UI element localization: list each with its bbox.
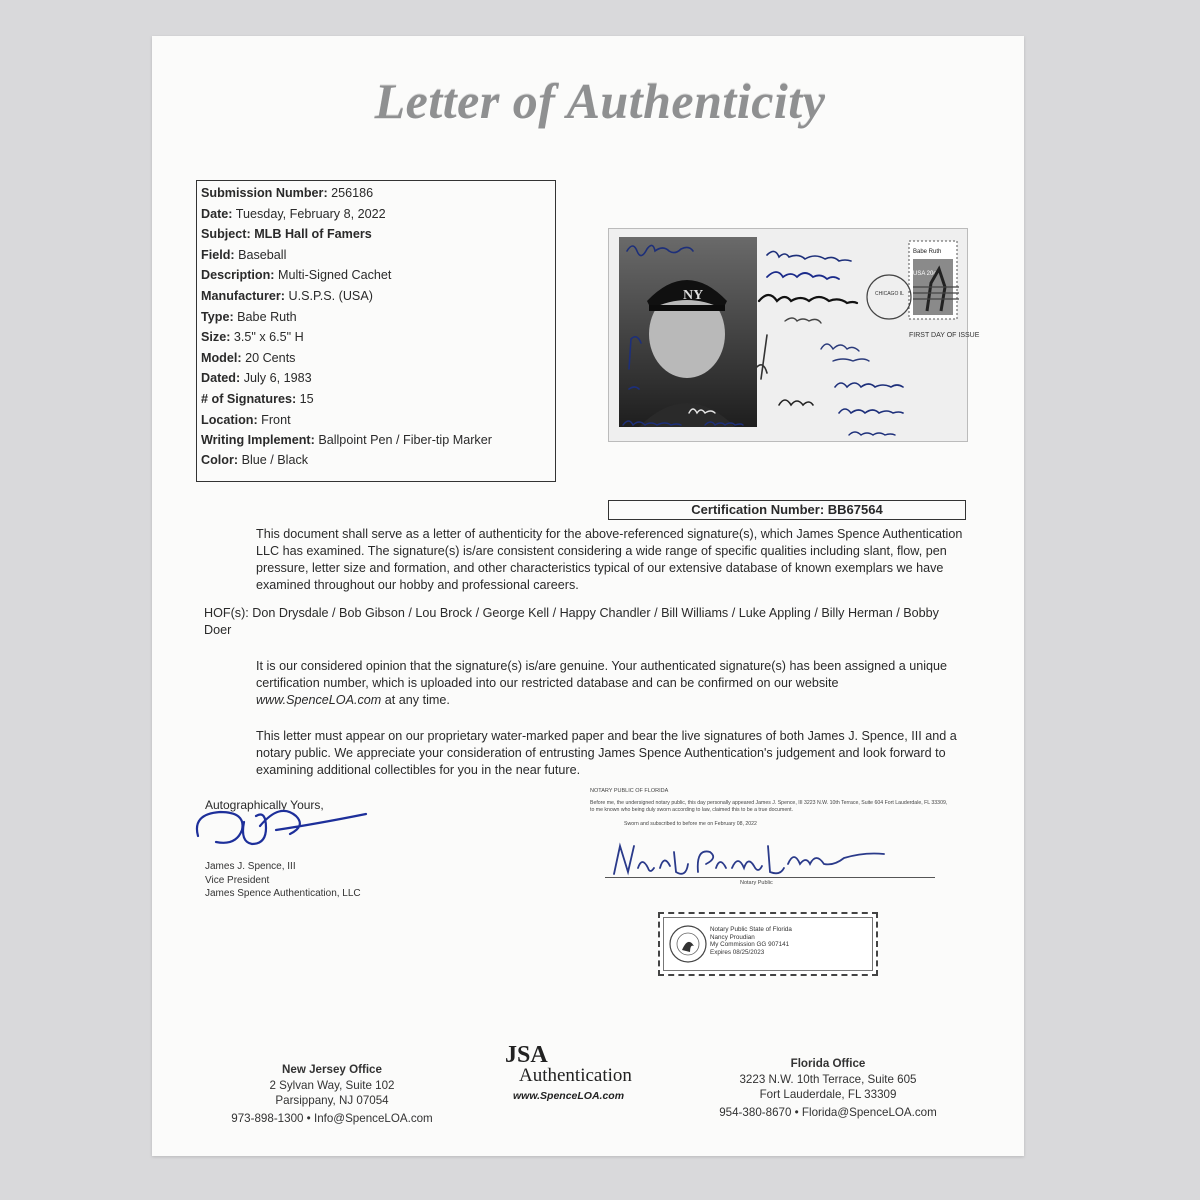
notary-public-label: Notary Public bbox=[740, 880, 773, 886]
notary-sworn: Sworn and subscribed to before me on February 08, 2022 bbox=[624, 821, 757, 827]
item-photo bbox=[608, 228, 980, 442]
detail-row-dated: Dated: July 6, 1983 bbox=[201, 371, 312, 386]
notary-stamp bbox=[658, 912, 878, 976]
detail-row-submission: Submission Number: 256186 bbox=[201, 186, 374, 200]
detail-row-model: Model: 20 Cents bbox=[201, 350, 296, 365]
fl-office: Florida Office 3223 N.W. 10th Terrace, Suite 605 Fort Lauderdale, FL 33309 954-380-8670 • Florida@SpenceLOA.com bbox=[719, 1057, 937, 1119]
jsa-website-link[interactable]: www.SpenceLOA.com bbox=[513, 1090, 625, 1102]
svg-text:NY: NY bbox=[683, 288, 704, 303]
jsa-logo bbox=[505, 1044, 665, 1102]
jsa-logo-authentication: Authentication bbox=[519, 1065, 632, 1086]
hof-list: HOF(s): Don Drysdale / Bob Gibson / Lou Brock / George Kell / Happy Chandler / Bill Williams / Luke Appling / Billy Herman / Bobby Doer bbox=[204, 606, 939, 637]
website-link[interactable]: www.SpenceLOA.com bbox=[256, 693, 382, 707]
notary-seal-icon bbox=[668, 924, 708, 964]
signer-name: James J. Spence, III bbox=[205, 861, 296, 872]
detail-row-description: Description: Multi-Signed Cachet bbox=[201, 268, 392, 283]
detail-row-manufacturer: Manufacturer: U.S.P.S. (USA) bbox=[201, 288, 373, 303]
details-box bbox=[196, 180, 556, 482]
notary-block bbox=[590, 788, 950, 828]
watermark-paragraph: This letter must appear on our proprietary water-marked paper and bear the live signatures of both James J. Spence, III and a notary public. We appreciate your consideration of entrusting James Spence Authentication's judgement and look forward to examining additional collectibles for you in the near future. bbox=[256, 729, 957, 777]
detail-row-type: Type: Babe Ruth bbox=[201, 309, 297, 324]
detail-row-field: Field: Baseball bbox=[201, 247, 287, 262]
spence-signature bbox=[186, 800, 376, 860]
authenticity-paragraph: This document shall serve as a letter of authenticity for the above-referenced signature(s), which James Spence Authentication LLC has examined. The signature(s) is/are consistent considering a wide range of specific qualities including slant, flow, pen pressure, letter size and formation, and other characteristics typical of our extensive database of known exemplars we have examined throughout our hobby and professional careers. bbox=[256, 527, 963, 592]
notary-body: Before me, the undersigned notary public, this day personally appeared James J. Spence, III 3223 N.W. 10th Terrace, Suite 604 Fort Lauderdale, FL 33309, to me known who being duly sworn according to law, claimed this to be a true document. bbox=[590, 800, 948, 813]
detail-row-size: Size: 3.5" x 6.5" H bbox=[201, 330, 304, 345]
letter-title: Letter of Authenticity bbox=[374, 73, 826, 129]
postmark-text: CHICAGO IL bbox=[875, 291, 904, 297]
closing-text: Autographically Yours, bbox=[205, 798, 324, 812]
detail-row-writing-implement: Writing Implement: Ballpoint Pen / Fiber-tip Marker bbox=[201, 433, 492, 448]
detail-row-color: Color: Blue / Black bbox=[201, 452, 309, 467]
notary-header: NOTARY PUBLIC OF FLORIDA bbox=[590, 788, 669, 794]
certification-number: Certification Number: BB67564 bbox=[608, 500, 966, 520]
detail-row-subject: Subject: MLB Hall of Famers bbox=[201, 227, 372, 242]
stamp-name-text: Babe Ruth bbox=[913, 249, 942, 255]
signer-title: Vice President bbox=[205, 874, 270, 886]
detail-row-location: Location: Front bbox=[201, 412, 291, 427]
notary-signature bbox=[608, 838, 908, 882]
notary-stamp-text: Notary Public State of Florida Nancy Proudian My Commission GG 907141 Expires 08/25/2023 bbox=[710, 926, 792, 956]
stamp-value-text: USA 20c bbox=[913, 271, 937, 277]
notary-signature-line bbox=[605, 877, 935, 878]
opinion-paragraph: It is our considered opinion that the signature(s) is/are genuine. Your authenticated signature(s) has been assigned a unique certification number, which is uploaded into our restricted database and can be confirmed on our website www.SpenceLOA.com at any time. bbox=[256, 659, 948, 707]
signer-block bbox=[205, 860, 361, 901]
signed-cachet-image bbox=[609, 229, 980, 441]
jsa-logo-letters: JSA bbox=[505, 1042, 548, 1068]
first-day-text: FIRST DAY OF ISSUE bbox=[909, 332, 980, 339]
signer-company: James Spence Authentication, LLC bbox=[205, 888, 361, 899]
nj-office: New Jersey Office 2 Sylvan Way, Suite 102 Parsippany, NJ 07054 973-898-1300 • Info@SpenceLOA.com bbox=[231, 1063, 433, 1125]
detail-row-date: Date: Tuesday, February 8, 2022 bbox=[201, 206, 386, 221]
detail-row-signatures: # of Signatures: 15 bbox=[201, 391, 314, 406]
